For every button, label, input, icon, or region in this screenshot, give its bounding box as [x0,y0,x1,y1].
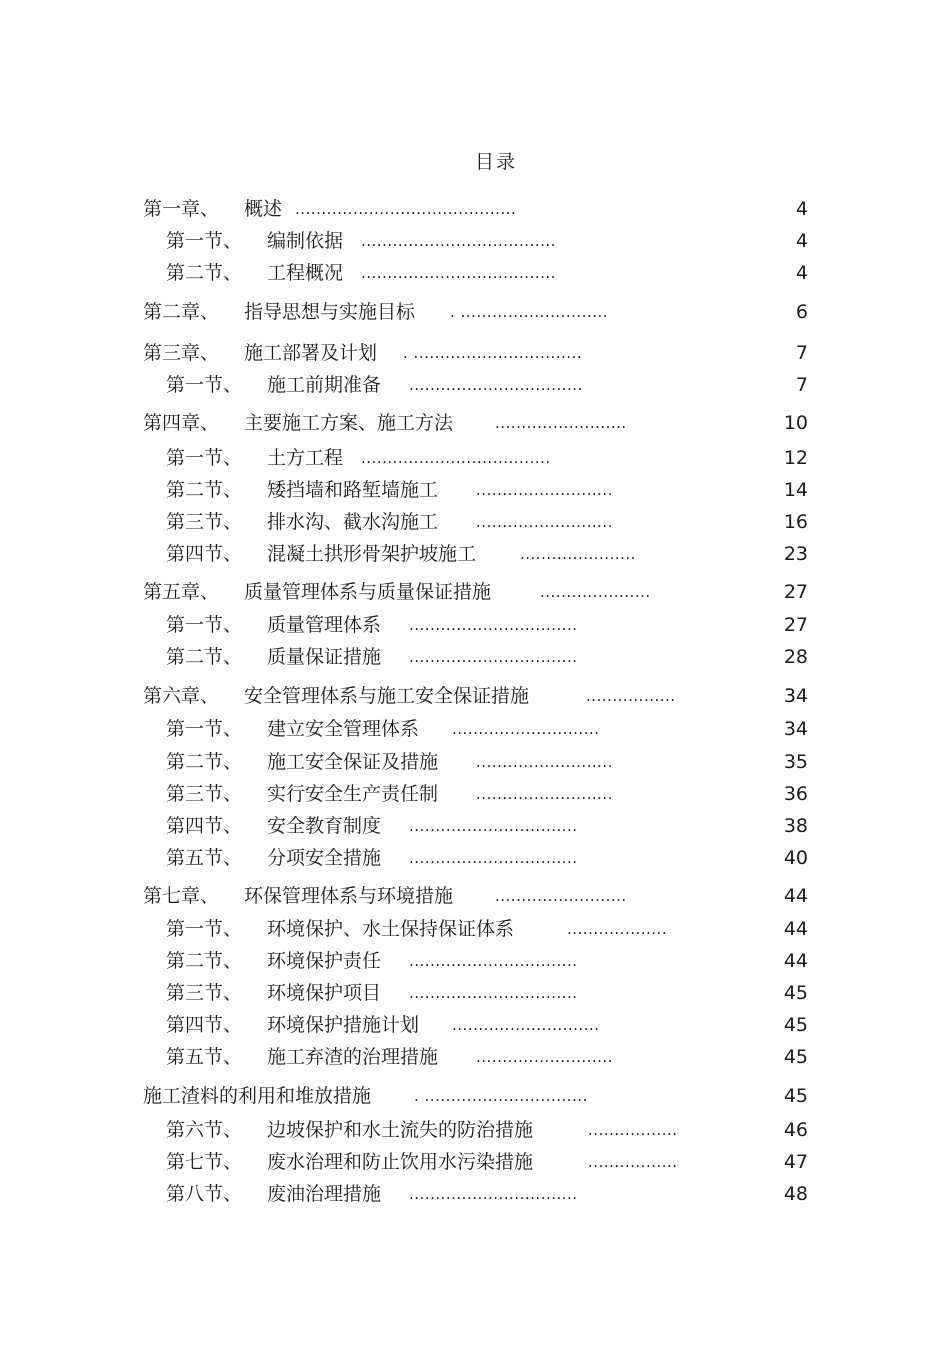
toc-section-entry [0,781,950,807]
toc-chapter-entry [0,410,950,436]
toc-page-number: 47 [783,1151,808,1173]
toc-page-number: 45 [783,982,808,1004]
toc-section-entry [0,845,950,871]
toc-entry-number: 第五章、 [143,581,220,603]
toc-section-entry [0,916,950,942]
toc-entry-number: 第三章、 [143,342,220,364]
toc-entry-title: 排水沟、截水沟施工 [267,511,439,533]
toc-entry-title: 环境保护、水土保持保证体系 [267,918,515,940]
toc-entry-number: 第七节、 [166,1151,243,1173]
toc-entry-number: 第三节、 [166,982,243,1004]
toc-entry-number: 第一节、 [166,918,243,940]
toc-page-number: 6 [795,301,808,323]
toc-entry-number: 第四节、 [166,543,243,565]
toc-entry-number: 第一节、 [166,718,243,740]
toc-page-number: 34 [783,685,808,707]
toc-page-number: 27 [783,614,808,636]
toc-entry-number: 第四章、 [143,412,220,434]
toc-page-number: 10 [783,412,808,434]
toc-page-number: 38 [783,815,808,837]
toc-entry-title: 质量保证措施 [267,646,382,668]
toc-page-number: 23 [783,543,808,565]
toc-entry-number: 第一章、 [143,198,220,220]
toc-section-entry [0,1044,950,1070]
toc-page-number: 7 [795,374,808,396]
toc-entry-title: 环境保护项目 [267,982,382,1004]
toc-section-entry [0,1012,950,1038]
toc-dot-leader: ................... [567,920,668,938]
toc-dot-leader: ................................ [409,616,578,634]
toc-entry-title: 建立安全管理体系 [267,718,420,740]
toc-entry-title: 废水治理和防止饮用水污染措施 [267,1151,534,1173]
toc-section-entry [0,372,950,398]
toc-entry-title: 工程概况 [267,262,344,284]
toc-entry-number: 第一节、 [166,374,243,396]
toc-section-entry [0,477,950,503]
toc-chapter-entry [0,340,950,366]
toc-page-number: 40 [783,847,808,869]
toc-dot-leader: ................................ [409,952,578,970]
toc-entry-number: 第三节、 [166,783,243,805]
toc-page-number: 27 [783,581,808,603]
toc-dot-leader: .......................................... [295,200,517,218]
toc-entry-title: 施工安全保证及措施 [267,751,439,773]
toc-entry-title: 土方工程 [267,447,344,469]
toc-page-number: 7 [795,342,808,364]
toc-entry-number: 第一节、 [166,614,243,636]
toc-section-entry [0,228,950,254]
toc-chapter-entry [0,683,950,709]
toc-section-entry [0,541,950,567]
toc-page-number: 4 [795,230,808,252]
toc-entry-number: 第六章、 [143,685,220,707]
toc-section-entry [0,716,950,742]
toc-chapter-entry [0,883,950,909]
toc-entry-number: 第一节、 [166,447,243,469]
toc-entry-title: 环境保护责任 [267,950,382,972]
toc-page-number: 44 [783,950,808,972]
toc-entry-title: 质量管理体系 [267,614,382,636]
toc-entry [0,1083,950,1109]
toc-dot-leader: ......................... [495,887,627,905]
toc-dot-leader: ................. [586,687,676,705]
toc-page-number: 14 [783,479,808,501]
toc-page-number: 34 [783,718,808,740]
toc-dot-leader: ................................ [409,648,578,666]
toc-section-entry [0,1149,950,1175]
toc-entry-title: 混凝土拱形骨架护坡施工 [267,543,477,565]
toc-page-number: 45 [783,1014,808,1036]
toc-entry-number: 第五节、 [166,1046,243,1068]
toc-dot-leader: . ............................ [450,303,609,321]
toc-dot-leader: .......................... [476,513,613,531]
toc-dot-leader: ................................ [409,817,578,835]
toc-entry-title: 环境保护措施计划 [267,1014,420,1036]
toc-dot-leader: .................................... [361,449,551,467]
toc-page-number: 45 [783,1046,808,1068]
toc-section-entry [0,509,950,535]
toc-dot-leader: ................................ [409,984,578,1002]
toc-entry-number: 第四节、 [166,1014,243,1036]
toc-entry-number: 第一节、 [166,230,243,252]
toc-entry-title: 施工弃渣的治理措施 [267,1046,439,1068]
toc-dot-leader: .......................... [476,753,613,771]
toc-entry-number: 第二节、 [166,262,243,284]
toc-page-number: 46 [783,1119,808,1141]
toc-entry-title: 实行安全生产责任制 [267,783,439,805]
toc-entry-number: 第二节、 [166,479,243,501]
toc-entry-title: 施工部署及计划 [244,342,378,364]
toc-entry-title: 施工渣料的利用和堆放措施 [143,1085,372,1107]
toc-entry-title: 施工前期准备 [267,374,382,396]
toc-page-number: 36 [783,783,808,805]
toc-page-number: 45 [783,1085,808,1107]
toc-entry-title: 废油治理措施 [267,1183,382,1205]
toc-dot-leader: . ................................ [403,344,583,362]
toc-entry-number: 第四节、 [166,815,243,837]
toc-section-entry [0,260,950,286]
toc-entry-number: 第六节、 [166,1119,243,1141]
toc-dot-leader: .......................... [476,481,613,499]
toc-dot-leader: . ............................... [414,1087,588,1105]
toc-section-entry [0,1181,950,1207]
toc-entry-title: 安全教育制度 [267,815,382,837]
toc-entry-number: 第七章、 [143,885,220,907]
toc-dot-leader: ................................ [409,1185,578,1203]
toc-entry-title: 概述 [244,198,283,220]
toc-page-number: 48 [783,1183,808,1205]
toc-dot-leader: ................. [588,1121,678,1139]
toc-chapter-entry [0,579,950,605]
toc-dot-leader: .......................... [476,785,613,803]
toc-entry-number: 第二章、 [143,301,220,323]
toc-entry-number: 第三节、 [166,511,243,533]
toc-page-number: 4 [795,262,808,284]
toc-entry-title: 安全管理体系与施工安全保证措施 [244,685,530,707]
toc-section-entry [0,813,950,839]
toc-entry-title: 边坡保护和水土流失的防治措施 [267,1119,534,1141]
toc-page-number: 44 [783,918,808,940]
toc-page-number: 4 [795,198,808,220]
toc-section-entry [0,445,950,471]
toc-page-number: 16 [783,511,808,533]
toc-section-entry [0,1117,950,1143]
toc-dot-leader: ................. [588,1153,678,1171]
toc-page-number: 12 [783,447,808,469]
toc-entry-title: 编制依据 [267,230,344,252]
toc-dot-leader: ............................ [452,720,600,738]
toc-dot-leader: ............................ [452,1016,600,1034]
toc-section-entry [0,980,950,1006]
toc-dot-leader: ..................................... [361,264,556,282]
toc-entry-number: 第八节、 [166,1183,243,1205]
toc-entry-number: 第五节、 [166,847,243,869]
toc-entry-title: 指导思想与实施目标 [244,301,416,323]
toc-entry-number: 第二节、 [166,646,243,668]
toc-dot-leader: ................................ [409,849,578,867]
toc-dot-leader: ...................... [520,545,636,563]
toc-entry-title: 矮挡墙和路堑墙施工 [267,479,439,501]
toc-page-number: 28 [783,646,808,668]
toc-page-number: 35 [783,751,808,773]
toc-section-entry [0,612,950,638]
toc-section-entry [0,948,950,974]
toc-entry-title: 质量管理体系与质量保证措施 [244,581,492,603]
toc-page-number: 44 [783,885,808,907]
toc-dot-leader: ..................... [540,583,651,601]
toc-entry-number: 第二节、 [166,751,243,773]
toc-entry-number: 第二节、 [166,950,243,972]
toc-chapter-entry [0,196,950,222]
toc-dot-leader: .......................... [476,1048,613,1066]
toc-dot-leader: ......................... [495,414,627,432]
toc-section-entry [0,749,950,775]
toc-entry-title: 环保管理体系与环境措施 [244,885,454,907]
toc-entry-title: 主要施工方案、施工方法 [244,412,454,434]
toc-chapter-entry [0,299,950,325]
toc-dot-leader: ................................. [409,376,583,394]
toc-entry-title: 分项安全措施 [267,847,382,869]
toc-dot-leader: ..................................... [361,232,556,250]
toc-section-entry [0,644,950,670]
toc-title: 目录 [474,151,517,173]
